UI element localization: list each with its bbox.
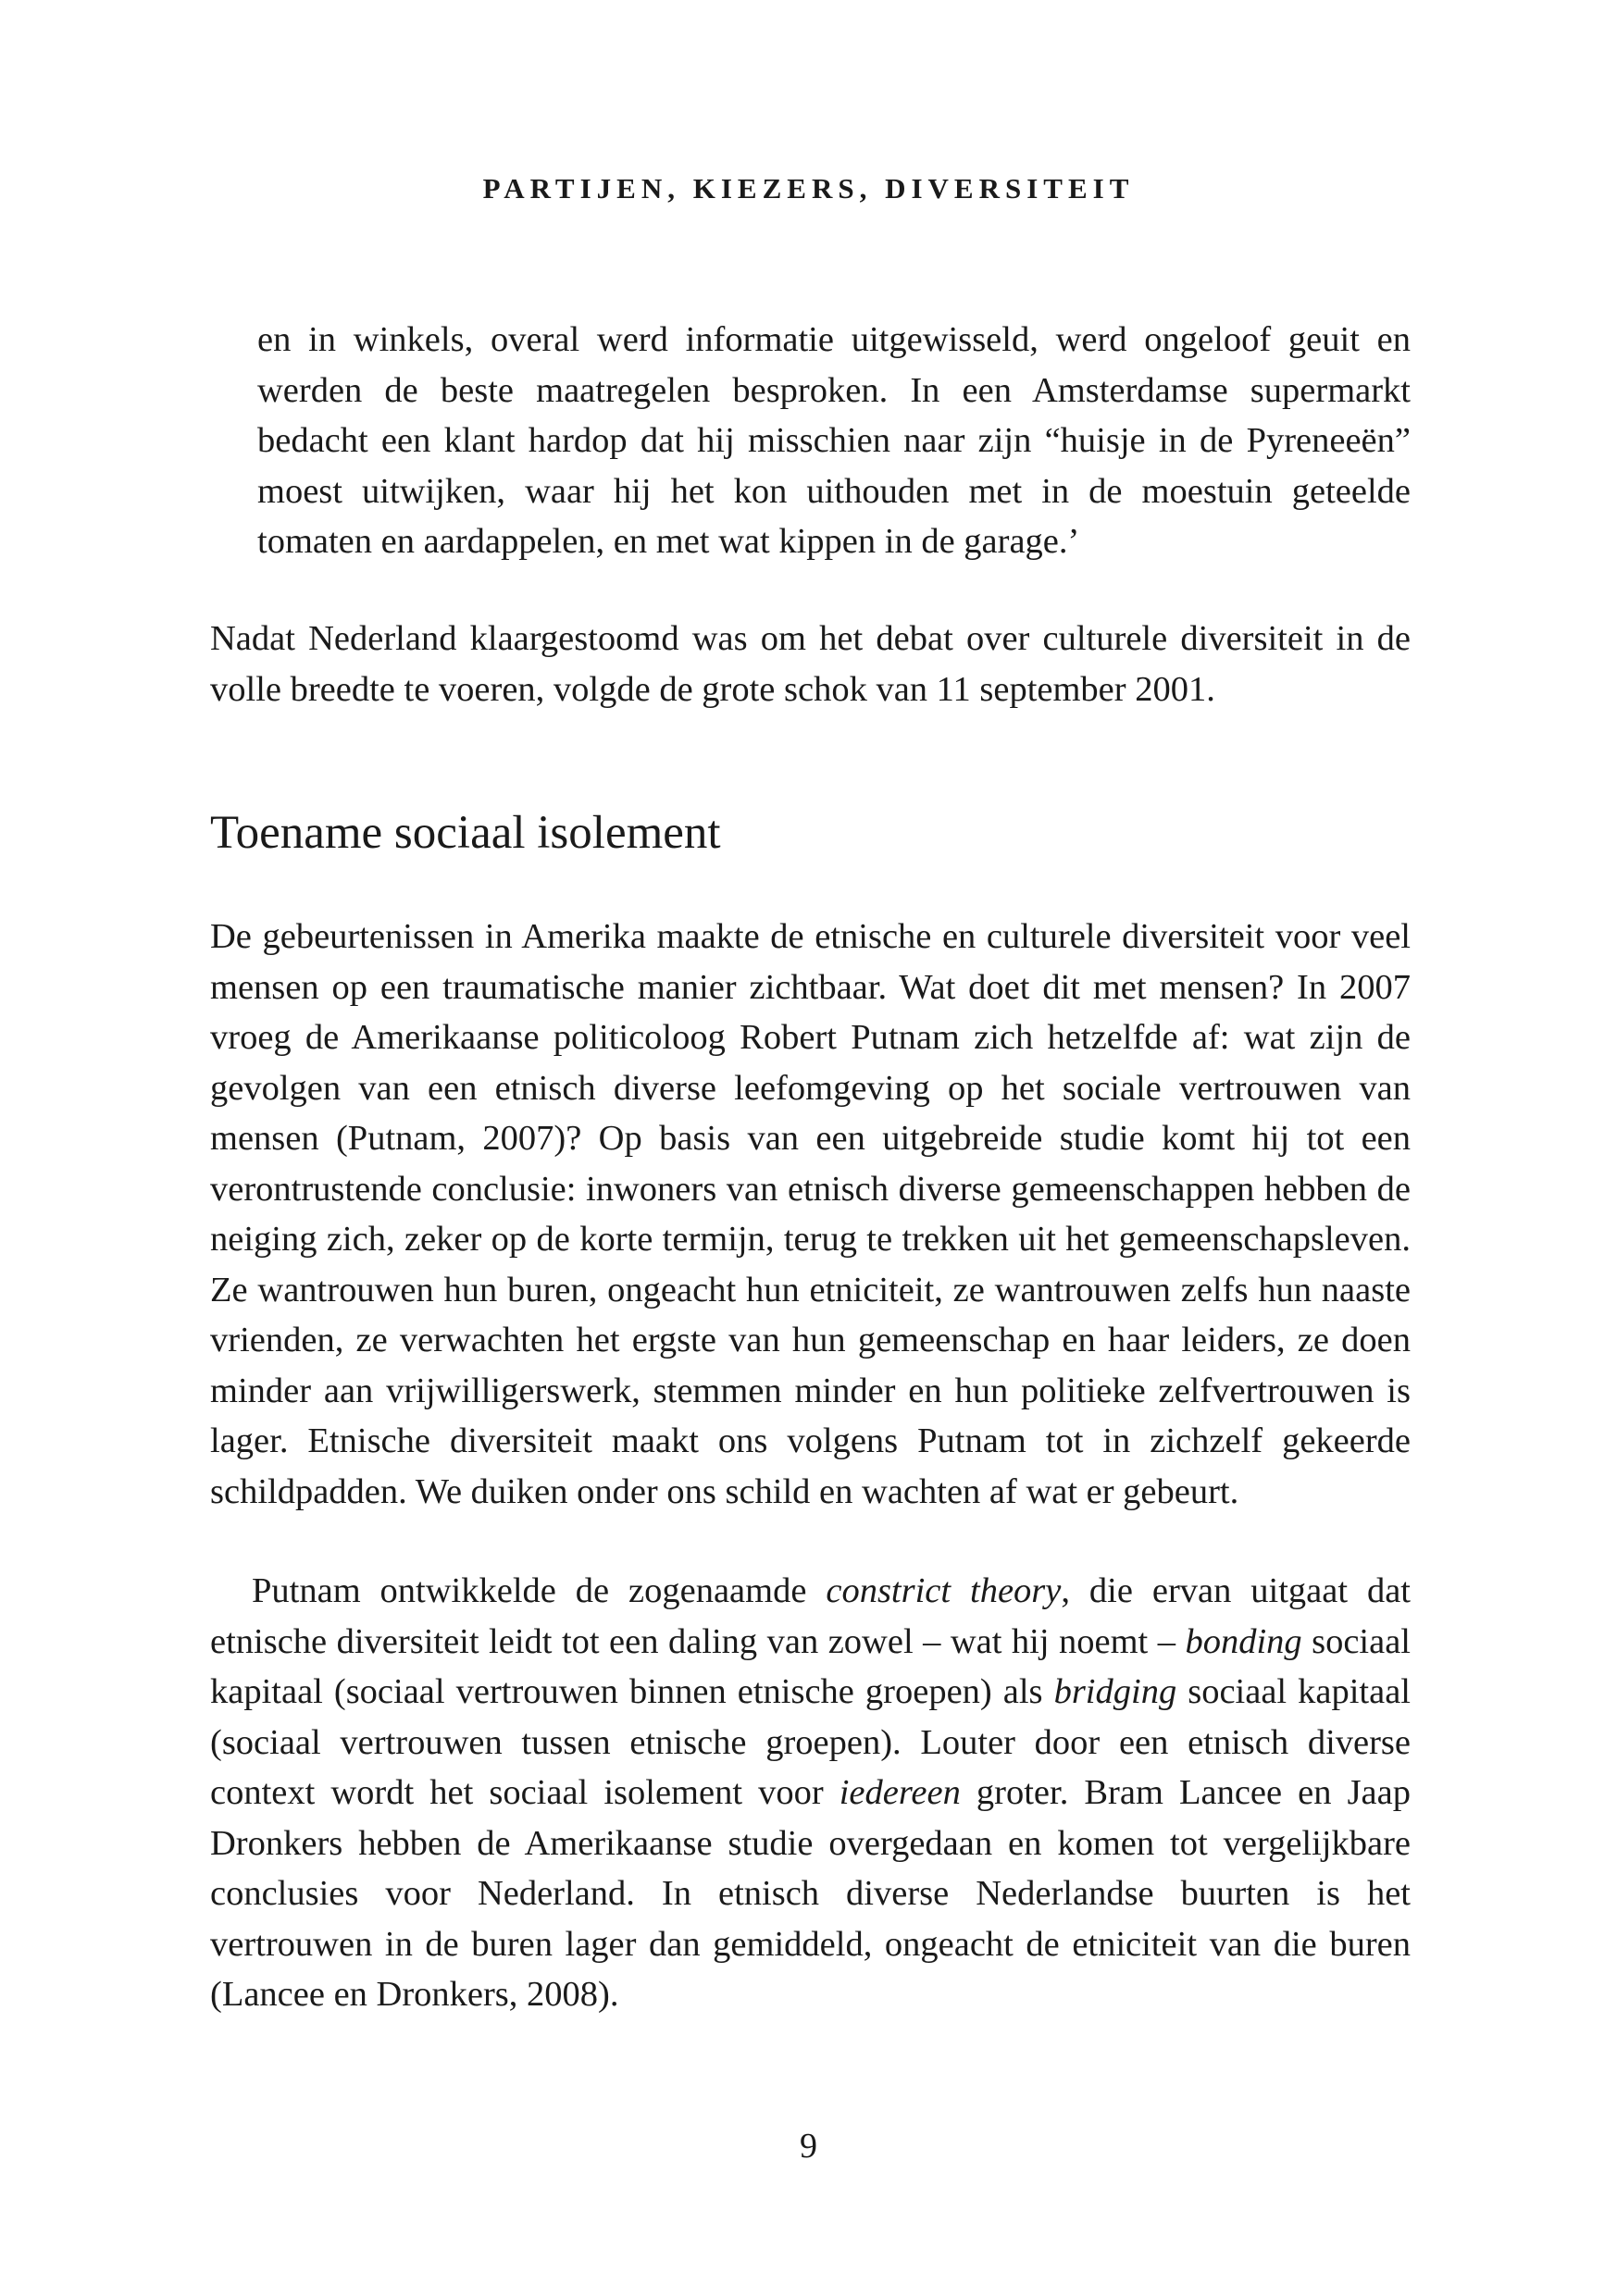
body-paragraph-1: De gebeurtenissen in Amerika maakte de etnische en culturele diversiteit voor veel mensen op een traumatische manier zichtbaar. Wat doet dit met mensen? In 2007 vroeg de Amerikaanse politicoloog Robert Putnam zich hetzelfde af: wat zijn de gevolgen van een etnisch diverse leefomgeving op het sociale vertrouwen van mensen (Putnam, 2007)? Op basis van een uitgebreide studie komt hij tot een verontrustende conclusie: inwoners van etnisch diverse gemeenschappen hebben de neiging zich, zeker op de korte termijn, terug te trekken uit het gemeenschapsleven. Ze wantrouwen hun buren, ongeacht hun etniciteit, ze wantrouwen zelfs hun naaste vrienden, ze verwachten het ergste van hun gemeenschap en haar leiders, ze doen minder aan vrijwilligerswerk, stemmen minder en hun politieke zelfvertrouwen is lager. Etnische diversiteit maakt ons volgens Putnam tot in zichzelf gekeerde schildpadden. We duiken onder ons schild en wachten af wat er gebeurt.: [210, 917, 1411, 1511]
term-iedereen: iedereen: [839, 1773, 961, 1812]
term-bridging: bridging: [1053, 1672, 1177, 1711]
paragraph-text: groter. Bram Lancee en Jaap Dronkers hebben de Amerikaanse studie overgedaan en komen tot vergelijkbare conclusies voor Nederland. In etnisch diverse Nederlandse buurten is het vertrouwen in de buren lager dan gemiddeld, ongeacht de etniciteit van die buren (Lancee en Dronkers, 2008).: [210, 1773, 1411, 2014]
block-quote: en in winkels, overal werd informatie uitgewisseld, werd ongeloof geuit en werden de beste maatregelen besproken. In een Amsterdamse supermarkt bedacht een klant hardop dat hij misschien naar zijn “huisje in de Pyreneeën” moest uitwijken, waar hij het kon uithouden met in de moestuin geteelde tomaten en aardappelen, en met wat kippen in de garage.’: [257, 320, 1411, 561]
page-number: 9: [800, 2127, 817, 2166]
paragraph-text: sociaal kapitaal (sociaal vertrouwen binnen etnische groepen) als: [210, 1621, 1412, 1711]
term-bonding: bonding: [1185, 1621, 1302, 1661]
paragraph-text: , die ervan uitgaat dat etnische diversiteit leidt tot een daling van zowel – wat hij noemt –: [210, 1571, 1411, 1661]
section-heading: Toename sociaal isolement: [210, 807, 721, 859]
paragraph-text: Putnam ontwikkelde de zogenaamde: [252, 1571, 827, 1610]
intro-paragraph: Nadat Nederland klaargestoomd was om het debat over culturele diversiteit in de volle breedte te voeren, volgde de grote schok van 11 september 2001.: [210, 619, 1411, 709]
running-head: PARTIJEN, KIEZERS, DIVERSITEIT: [482, 172, 1135, 205]
term-constrict-theory: constrict theory: [826, 1571, 1062, 1610]
paragraph-text: sociaal kapitaal (sociaal vertrouwen tussen etnische groepen). Louter door een etnisch diverse context wordt het sociaal isolement voor: [210, 1672, 1411, 1812]
body-paragraph-2: [210, 1566, 1411, 2020]
